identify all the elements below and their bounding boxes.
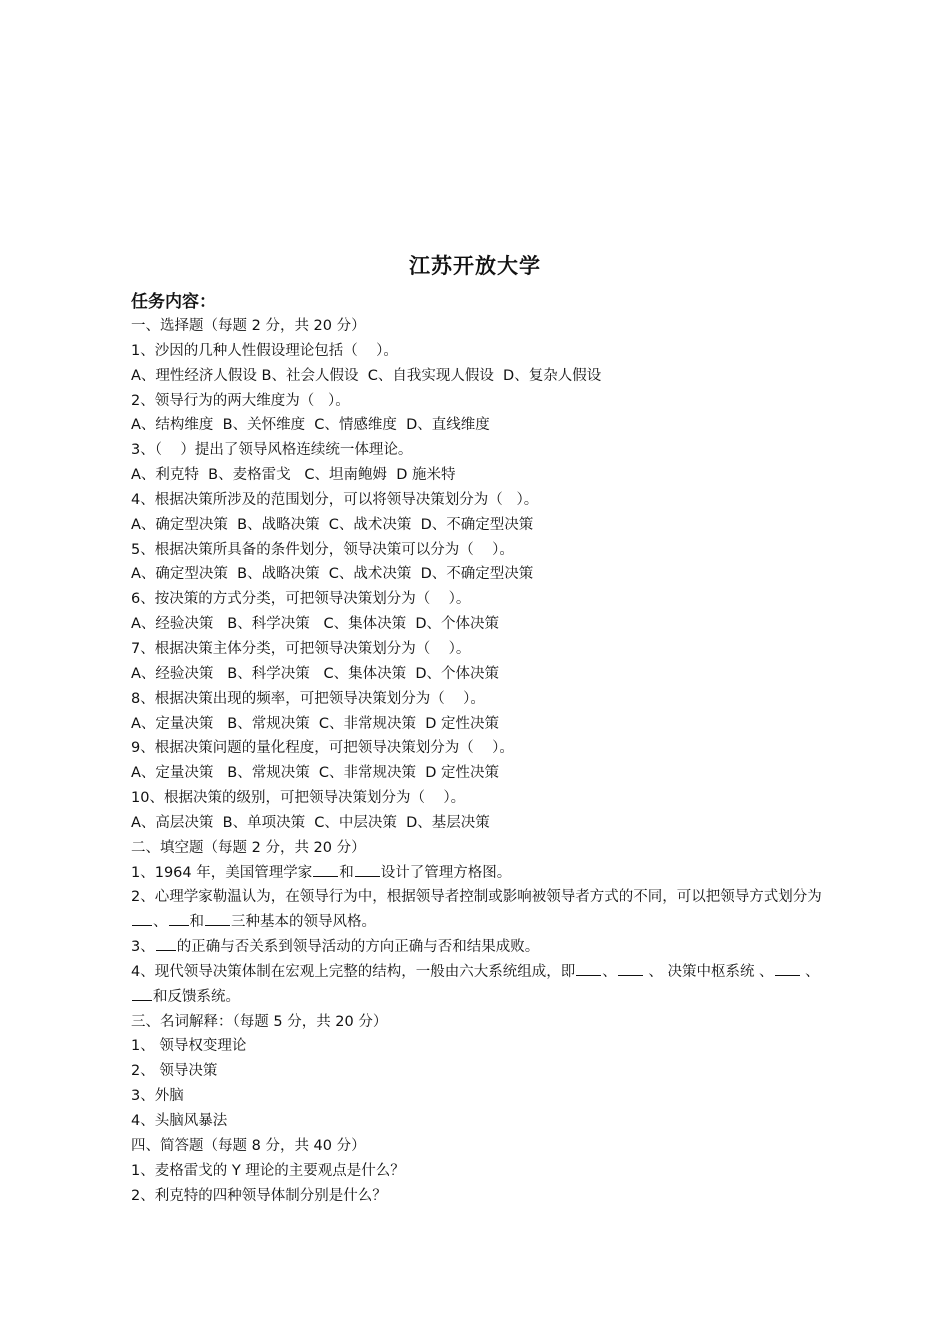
question-line: 2、领导行为的两大维度为（ ）。 bbox=[131, 392, 350, 409]
question-line: 3、（ ）提出了领导风格连续统一体理论。 bbox=[131, 442, 413, 459]
term-item: 1、 领导权变理论 bbox=[131, 1038, 247, 1055]
fill-text: 和 bbox=[189, 914, 204, 931]
fill-blank bbox=[775, 960, 800, 976]
fill-blank bbox=[355, 861, 380, 877]
options-line: A、结构维度 B、关怀维度 C、情感维度 D、直线维度 bbox=[131, 417, 490, 434]
fill-text: 的正确与否关系到领导活动的方向正确与否和结果成败。 bbox=[176, 939, 540, 956]
options-line: A、确定型决策 B、战略决策 C、战术决策 D、不确定型决策 bbox=[131, 566, 534, 583]
question-line: 4、根据决策所涉及的范围划分，可以将领导决策划分为（ ）。 bbox=[131, 491, 539, 508]
question-line: 1、沙因的几种人性假设理论包括（ ）。 bbox=[131, 342, 398, 359]
task-label: 任务内容： bbox=[131, 292, 216, 312]
term-item: 4、头脑风暴法 bbox=[131, 1113, 228, 1129]
options-line: A、定量决策 B、常规决策 C、非常规决策 D 定性决策 bbox=[131, 765, 500, 782]
options-line: A、高层决策 B、单项决策 C、中层决策 D、基层决策 bbox=[131, 814, 490, 831]
fill-text: 和 bbox=[339, 864, 354, 881]
options-line: A、经验决策 B、科学决策 C、集体决策 D、个体决策 bbox=[131, 665, 500, 682]
fill-blank bbox=[205, 910, 230, 926]
fill-text: 和反馈系统。 bbox=[153, 988, 240, 1005]
short-answer-item: 2、利克特的四种领导体制分别是什么？ bbox=[131, 1187, 387, 1204]
question-line: 9、根据决策问题的量化程度，可把领导决策划分为（ ）。 bbox=[131, 740, 514, 757]
section-heading-choice: 一、选择题（每题 2 分，共 20 分） bbox=[131, 318, 366, 334]
question-line: 5、根据决策所具备的条件划分，领导决策可以分为（ ）。 bbox=[131, 541, 514, 558]
fill-question-2 bbox=[131, 885, 826, 935]
question-line: 10、根据决策的级别，可把领导决策划分为（ ）。 bbox=[131, 790, 466, 807]
options-line: A、定量决策 B、常规决策 C、非常规决策 D 定性决策 bbox=[131, 715, 500, 732]
fill-blank bbox=[576, 960, 601, 976]
section-heading-fill: 二、填空题（每题 2 分，共 20 分） bbox=[131, 839, 366, 856]
fill-question-1 bbox=[131, 861, 826, 886]
section-heading-terms: 三、名词解释：（每题 5 分，共 20 分） bbox=[131, 1013, 388, 1030]
fill-question-3 bbox=[131, 935, 826, 960]
term-item: 2、 领导决策 bbox=[131, 1063, 218, 1080]
fill-text: 设计了管理方格图。 bbox=[380, 864, 512, 881]
document-body bbox=[131, 290, 826, 1208]
term-item: 3、外脑 bbox=[131, 1088, 184, 1105]
fill-blank bbox=[169, 910, 189, 926]
fill-blank bbox=[156, 935, 176, 951]
fill-text: 三种基本的领导风格。 bbox=[231, 914, 376, 931]
question-line: 7、根据决策主体分类，可把领导决策划分为（ ）。 bbox=[131, 640, 471, 657]
fill-blank bbox=[618, 960, 643, 976]
fill-text: 、 bbox=[153, 914, 168, 931]
fill-blank bbox=[132, 910, 152, 926]
fill-text: 、 bbox=[800, 963, 820, 980]
section-heading-short-answer: 四、简答题（每题 8 分，共 40 分） bbox=[131, 1137, 366, 1154]
fill-blank bbox=[132, 985, 152, 1001]
fill-blank bbox=[313, 861, 338, 877]
fill-text: 、 决策中枢系统 、 bbox=[643, 963, 774, 980]
fill-text: 3、 bbox=[131, 939, 155, 956]
options-line: A、经验决策 B、科学决策 C、集体决策 D、个体决策 bbox=[131, 616, 500, 633]
options-line: A、利克特 B、麦格雷戈 C、坦南鲍姆 D 施米特 bbox=[131, 467, 456, 484]
question-line: 6、按决策的方式分类，可把领导决策划分为（ ）。 bbox=[131, 591, 471, 608]
short-answer-item: 1、麦格雷戈的 Y 理论的主要观点是什么？ bbox=[131, 1162, 405, 1179]
fill-question-4 bbox=[131, 960, 826, 1010]
fill-text: 1、1964 年，美国管理学家 bbox=[131, 864, 313, 881]
options-line: A、理性经济人假设 B、社会人假设 C、自我实现人假设 D、复杂人假设 bbox=[131, 367, 602, 384]
question-line: 8、根据决策出现的频率，可把领导决策划分为（ ）。 bbox=[131, 690, 485, 707]
fill-text: 4、现代领导决策体制在宏观上完整的结构，一般由六大系统组成，即 bbox=[131, 963, 576, 980]
fill-text: 2、心理学家勒温认为，在领导行为中，根据领导者控制或影响被领导者方式的不同，可以把领导方式划分为 bbox=[131, 889, 822, 906]
fill-text: 、 bbox=[602, 963, 617, 980]
options-line: A、确定型决策 B、战略决策 C、战术决策 D、不确定型决策 bbox=[131, 516, 534, 533]
document-title: 江苏开放大学 bbox=[409, 254, 541, 278]
